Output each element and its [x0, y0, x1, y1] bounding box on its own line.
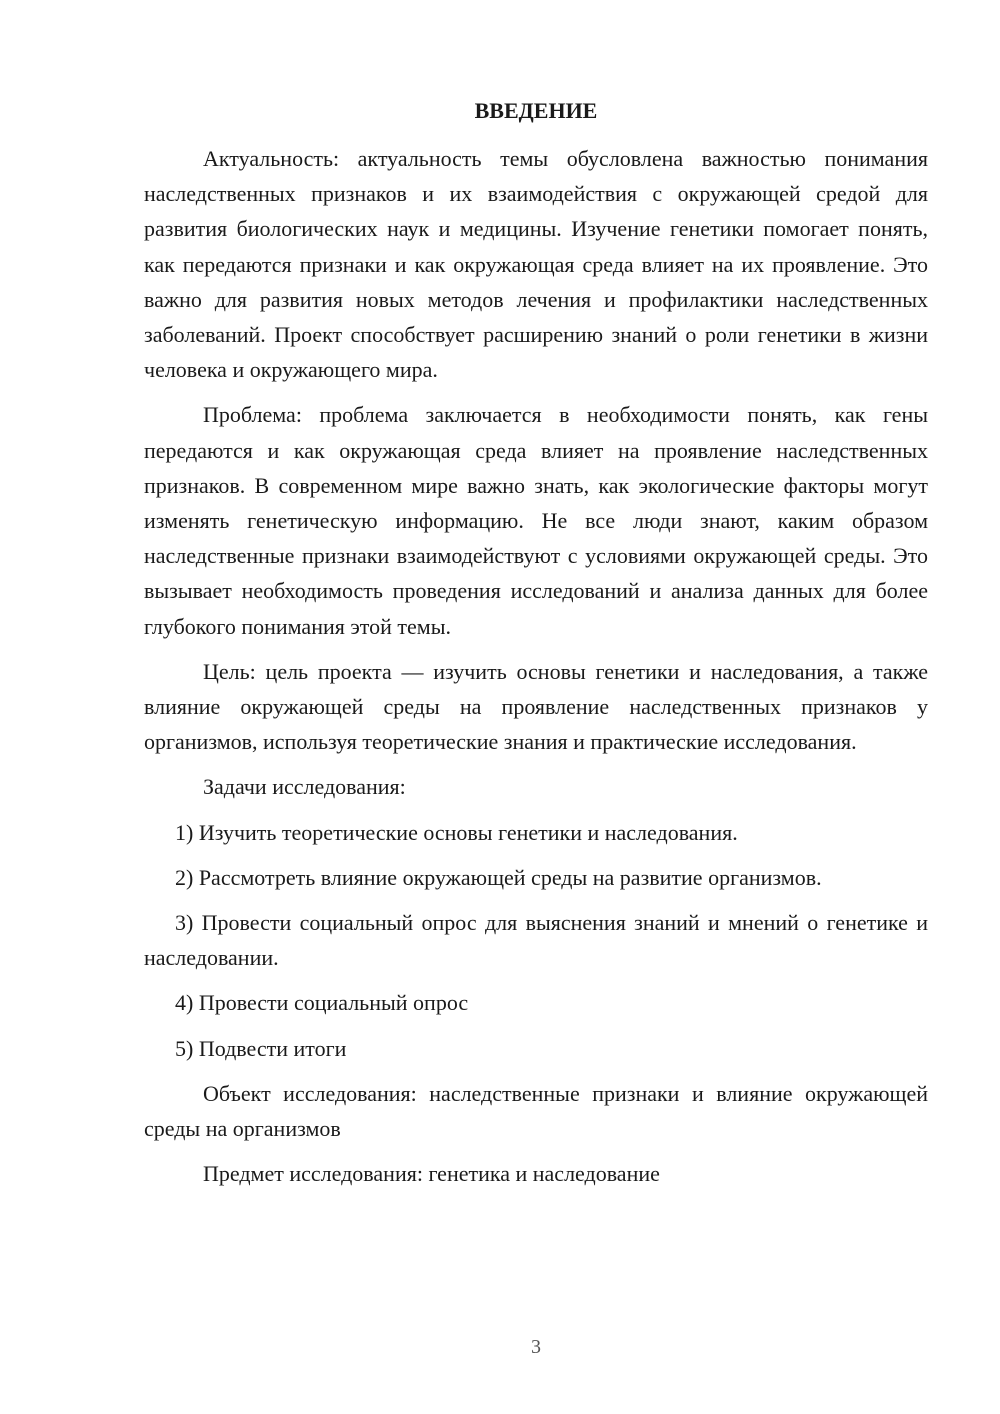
- goal-paragraph: Цель: цель проекта — изучить основы генетики и наследования, а также влияние окружающей среды на проявление наследственных признаков у организмов, используя теоретические знания и практические исследования.: [144, 658, 928, 755]
- task-item-2: 2) Рассмотреть влияние окружающей среды на развитие организмов.: [175, 864, 822, 890]
- page-content: [144, 96, 928, 1201]
- task-item-1: 1) Изучить теоретические основы генетики и наследования.: [175, 819, 738, 845]
- task-item-5: 5) Подвести итоги: [175, 1035, 347, 1061]
- problem-paragraph: Проблема: проблема заключается в необходимости понять, как гены передаются и как окружающая среда влияет на проявление наследственных признаков. В современном мире важно знать, как экологические факторы могут изменять генетическую информацию. Не все люди знают, каким образом наследственные признаки взаимодействуют с условиями окружающей среды. Это вызывает необходимость проведения исследований и анализа данных для более глубокого понимания этой темы.: [144, 402, 928, 639]
- task-item-3: 3) Провести социальный опрос для выяснения знаний и мнений о генетике и наследовании.: [144, 910, 928, 971]
- object-paragraph: Объект исследования: наследственные признаки и влияние окружающей среды на организмов: [144, 1080, 928, 1142]
- tasks-title: Задачи исследования:: [203, 774, 406, 800]
- subject-paragraph: Предмет исследования: генетика и наследование: [203, 1161, 660, 1187]
- task-item-4: 4) Провести социальный опрос: [175, 990, 469, 1016]
- relevance-paragraph: Актуальность: актуальность темы обусловлена важностью понимания наследственных признаков и их взаимодействия с окружающей средой для развития биологических наук и медицины. Изучение генетики помогает понять, как передаются признаки и как окружающая среда влияет на их проявление. Это важно для развития новых методов лечения и профилактики наследственных заболеваний. Проект способствует расширению знаний о роли генетики в жизни человека и окружающего мира.: [144, 146, 928, 383]
- section-heading: ВВЕДЕНИЕ: [474, 98, 598, 123]
- page-number: 3: [531, 1336, 541, 1358]
